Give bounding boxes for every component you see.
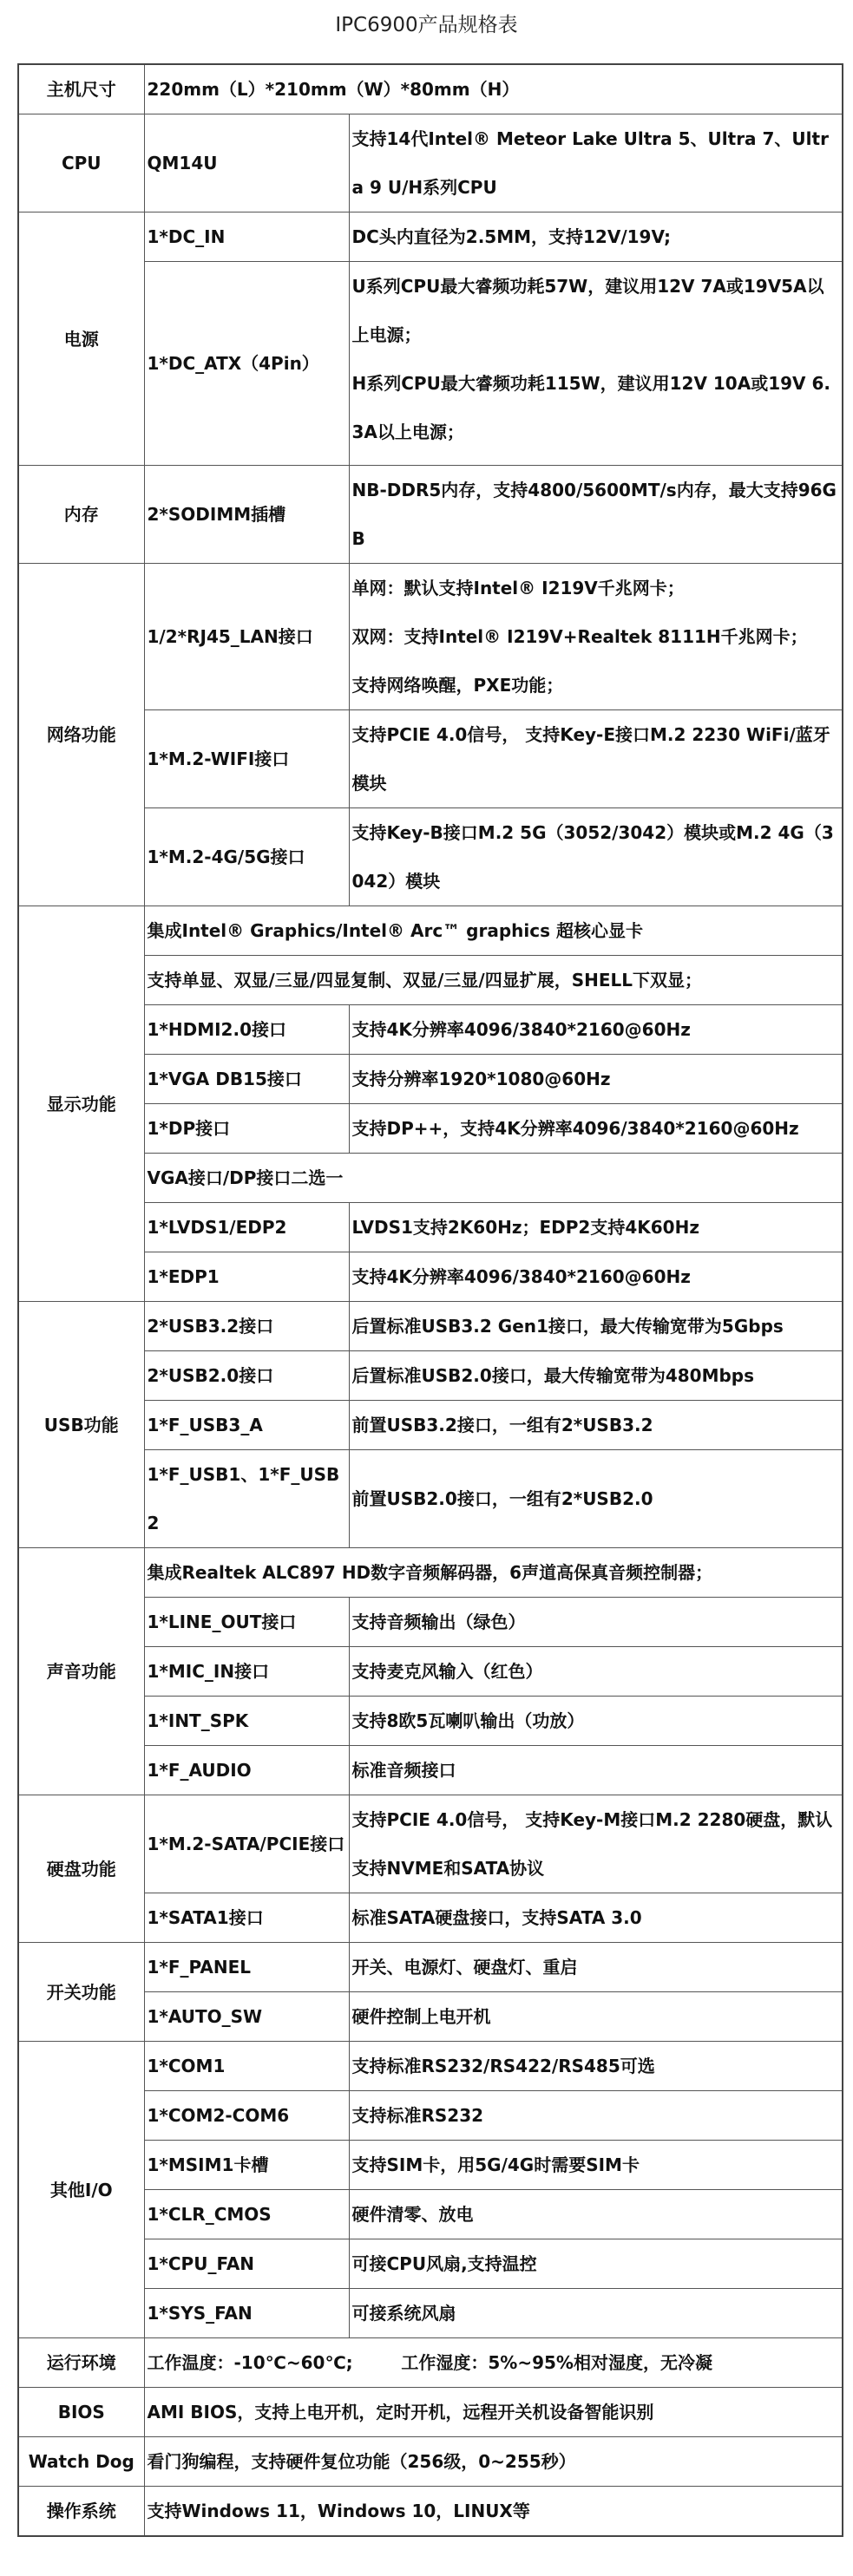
category-label: 电源 bbox=[18, 212, 144, 466]
interface-name: 1*F_AUDIO bbox=[144, 1746, 349, 1795]
spec-description: 支持8欧5瓦喇叭输出（功放） bbox=[349, 1697, 843, 1746]
spec-value: VGA接口/DP接口二选一 bbox=[144, 1154, 843, 1203]
category-label: 操作系统 bbox=[18, 2487, 144, 2537]
spec-description: 标准音频接口 bbox=[349, 1746, 843, 1795]
spec-description: 双网：支持Intel® I219V+Realtek 8111H千兆网卡； bbox=[349, 612, 843, 661]
spec-value: 支持Windows 11，Windows 10，LINUX等 bbox=[144, 2487, 843, 2537]
interface-name: 1*INT_SPK bbox=[144, 1697, 349, 1746]
interface-name: 1*F_USB3_A bbox=[144, 1401, 349, 1450]
interface-name: 2*SODIMM插槽 bbox=[144, 466, 349, 564]
category-label: CPU bbox=[18, 114, 144, 212]
spec-description: 后置标准USB3.2 Gen1接口，最大传输宽带为5Gbps bbox=[349, 1302, 843, 1351]
table-row bbox=[18, 1943, 843, 1992]
spec-description: NB-DDR5内存，支持4800/5600MT/s内存，最大支持96GB bbox=[349, 466, 843, 564]
spec-description: DC头内直径为2.5MM，支持12V/19V; bbox=[349, 212, 843, 262]
table-row bbox=[18, 466, 843, 564]
spec-description: 硬件清零、放电 bbox=[349, 2190, 843, 2239]
interface-name: 1*COM2-COM6 bbox=[144, 2091, 349, 2141]
category-label: 硬盘功能 bbox=[18, 1795, 144, 1943]
interface-name: 1*LVDS1/EDP2 bbox=[144, 1203, 349, 1252]
interface-name: 1*DC_ATX（4Pin） bbox=[144, 262, 349, 466]
spec-description: 可接CPU风扇,支持温控 bbox=[349, 2239, 843, 2289]
interface-name: 1*CPU_FAN bbox=[144, 2239, 349, 2289]
table-row bbox=[18, 1795, 843, 1893]
spec-value: 支持单显、双显/三显/四显复制、双显/三显/四显扩展，SHELL下双显； bbox=[144, 956, 843, 1005]
interface-name: 1*DP接口 bbox=[144, 1104, 349, 1154]
interface-name: 1*SATA1接口 bbox=[144, 1893, 349, 1943]
interface-name: 1*MSIM1卡槽 bbox=[144, 2141, 349, 2190]
spec-description: 支持标准RS232/RS422/RS485可选 bbox=[349, 2042, 843, 2091]
spacer-cell bbox=[349, 456, 843, 466]
spec-description: H系列CPU最大睿频功耗115W，建议用12V 10A或19V 6.3A以上电源； bbox=[349, 359, 843, 456]
spec-value: AMI BIOS，支持上电开机，定时开机，远程开关机设备智能识别 bbox=[144, 2388, 843, 2437]
spec-description: 支持分辨率1920*1080@60Hz bbox=[349, 1055, 843, 1104]
table-row bbox=[18, 2042, 843, 2091]
spec-description: 支持4K分辨率4096/3840*2160@60Hz bbox=[349, 1252, 843, 1302]
spec-description: 支持标准RS232 bbox=[349, 2091, 843, 2141]
interface-name: 1*CLR_CMOS bbox=[144, 2190, 349, 2239]
table-row bbox=[18, 2388, 843, 2437]
category-label: 主机尺寸 bbox=[18, 64, 144, 114]
spec-description: LVDS1支持2K60Hz；EDP2支持4K60Hz bbox=[349, 1203, 843, 1252]
category-label: 声音功能 bbox=[18, 1548, 144, 1795]
spec-description: 前置USB3.2接口，一组有2*USB3.2 bbox=[349, 1401, 843, 1450]
category-label: Watch Dog bbox=[18, 2437, 144, 2487]
spec-description: 支持DP++，支持4K分辨率4096/3840*2160@60Hz bbox=[349, 1104, 843, 1154]
spec-value: 工作温度：-10℃~60℃; 工作湿度：5%~95%相对湿度，无冷凝 bbox=[144, 2338, 843, 2388]
interface-name: 1*COM1 bbox=[144, 2042, 349, 2091]
spec-description: 支持14代Intel® Meteor Lake Ultra 5、Ultra 7、Ultra 9 U/H系列CPU bbox=[349, 114, 843, 212]
table-row bbox=[18, 1548, 843, 1598]
interface-name: 1*M.2-4G/5G接口 bbox=[144, 808, 349, 906]
spec-description: 可接系统风扇 bbox=[349, 2289, 843, 2338]
spec-value: 集成Realtek ALC897 HD数字音频解码器，6声道高保真音频控制器； bbox=[144, 1548, 843, 1598]
category-label: 网络功能 bbox=[18, 564, 144, 906]
category-label: 显示功能 bbox=[18, 906, 144, 1302]
interface-name: 1*MIC_IN接口 bbox=[144, 1647, 349, 1697]
category-label: 内存 bbox=[18, 466, 144, 564]
interface-name: 1*F_PANEL bbox=[144, 1943, 349, 1992]
spec-description: 前置USB2.0接口，一组有2*USB2.0 bbox=[349, 1450, 843, 1548]
spec-description: 支持网络唤醒，PXE功能； bbox=[349, 661, 843, 710]
interface-name: 1*VGA DB15接口 bbox=[144, 1055, 349, 1104]
spec-description: 支持PCIE 4.0信号， 支持Key-M接口M.2 2280硬盘，默认支持NVME和SATA协议 bbox=[349, 1795, 843, 1893]
interface-name: 1*EDP1 bbox=[144, 1252, 349, 1302]
interface-name: 1*HDMI2.0接口 bbox=[144, 1005, 349, 1055]
category-label: USB功能 bbox=[18, 1302, 144, 1548]
interface-name: 1*M.2-SATA/PCIE接口 bbox=[144, 1795, 349, 1893]
interface-name: 2*USB2.0接口 bbox=[144, 1351, 349, 1401]
spec-description: 硬件控制上电开机 bbox=[349, 1992, 843, 2042]
spec-value: 集成Intel® Graphics/Intel® Arc™ graphics 超核心显卡 bbox=[144, 906, 843, 956]
interface-name: 1*F_USB1、1*F_USB2 bbox=[144, 1450, 349, 1548]
spec-description: 支持4K分辨率4096/3840*2160@60Hz bbox=[349, 1005, 843, 1055]
table-row bbox=[18, 64, 843, 114]
table-row bbox=[18, 906, 843, 956]
spec-value: 看门狗编程，支持硬件复位功能（256级，0~255秒） bbox=[144, 2437, 843, 2487]
table-row bbox=[18, 2437, 843, 2487]
table-row bbox=[18, 2487, 843, 2537]
spec-description: 支持SIM卡，用5G/4G时需要SIM卡 bbox=[349, 2141, 843, 2190]
spec-description: 支持音频输出（绿色） bbox=[349, 1598, 843, 1647]
table-row bbox=[18, 564, 843, 613]
table-row bbox=[18, 2338, 843, 2388]
interface-name: 1*SYS_FAN bbox=[144, 2289, 349, 2338]
interface-name: 1/2*RJ45_LAN接口 bbox=[144, 564, 349, 710]
spec-description: 支持Key-B接口M.2 5G（3052/3042）模块或M.2 4G（3042）模块 bbox=[349, 808, 843, 906]
interface-name: 2*USB3.2接口 bbox=[144, 1302, 349, 1351]
spec-description: U系列CPU最大睿频功耗57W，建议用12V 7A或19V5A以上电源； bbox=[349, 262, 843, 360]
spec-table bbox=[17, 63, 843, 2537]
category-label: 其他I/O bbox=[18, 2042, 144, 2338]
category-label: BIOS bbox=[18, 2388, 144, 2437]
spec-description: 支持PCIE 4.0信号， 支持Key-E接口M.2 2230 WiFi/蓝牙模块 bbox=[349, 710, 843, 808]
interface-name: QM14U bbox=[144, 114, 349, 212]
interface-name: 1*DC_IN bbox=[144, 212, 349, 262]
table-row bbox=[18, 212, 843, 262]
spec-description: 标准SATA硬盘接口，支持SATA 3.0 bbox=[349, 1893, 843, 1943]
spec-description: 支持麦克风输入（红色） bbox=[349, 1647, 843, 1697]
category-label: 开关功能 bbox=[18, 1943, 144, 2042]
spec-description: 单网：默认支持Intel® I219V千兆网卡； bbox=[349, 564, 843, 613]
page-title: IPC6900产品规格表 bbox=[335, 14, 518, 36]
spec-value: 220mm（L）*210mm（W）*80mm（H） bbox=[144, 64, 843, 114]
table-row bbox=[18, 114, 843, 212]
category-label: 运行环境 bbox=[18, 2338, 144, 2388]
table-row bbox=[18, 1302, 843, 1351]
spec-description: 开关、电源灯、硬盘灯、重启 bbox=[349, 1943, 843, 1992]
spec-description: 后置标准USB2.0接口，最大传输宽带为480Mbps bbox=[349, 1351, 843, 1401]
interface-name: 1*AUTO_SW bbox=[144, 1992, 349, 2042]
interface-name: 1*M.2-WIFI接口 bbox=[144, 710, 349, 808]
interface-name: 1*LINE_OUT接口 bbox=[144, 1598, 349, 1647]
